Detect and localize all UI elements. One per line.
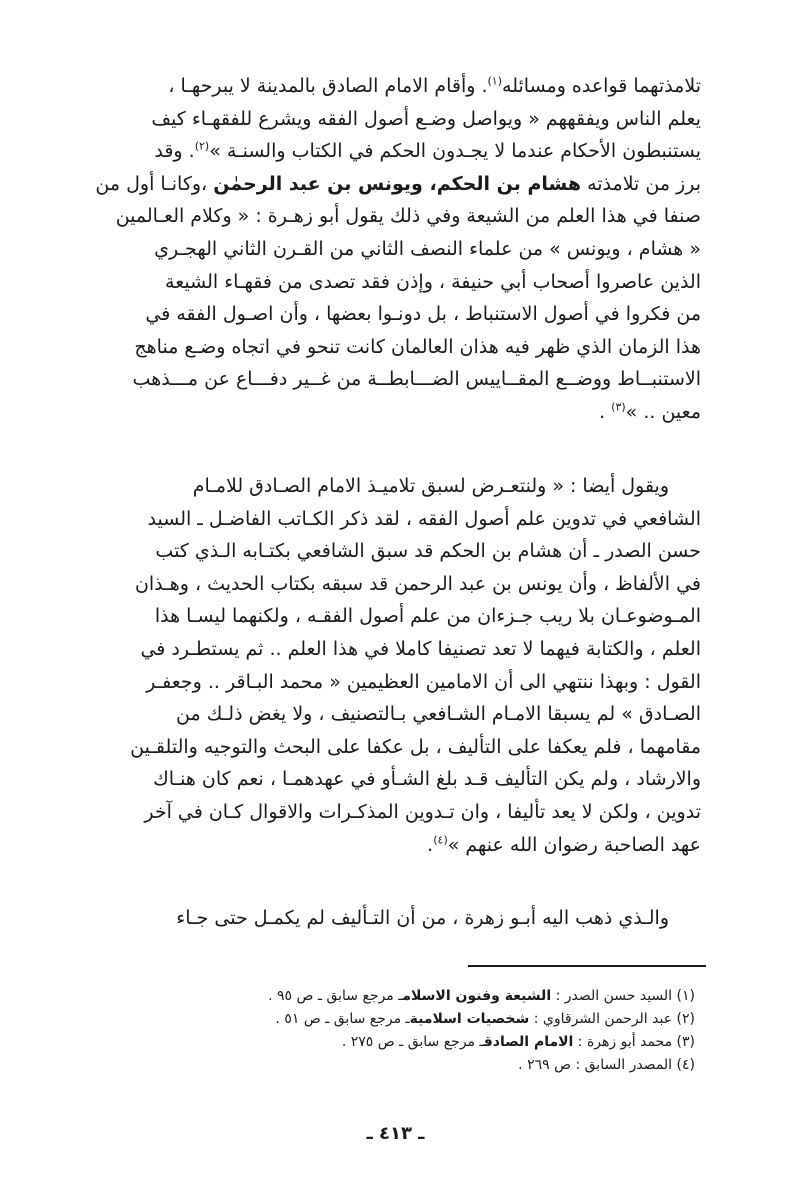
text-line: يستنبطون الأحكام عندما لا يجـدون الحكم في الكتاب والسنـة »$^{(٢)}$. وقد — [154, 139, 701, 163]
text-line: معين .. »$^{(٣)}$ . — [599, 400, 701, 423]
footnote-4: (٤) المصدر السابق : ص ٢٦٩ . — [518, 1057, 695, 1073]
text-line: من فكروا في أصول الاستنباط ، بل دونـوا بعضها ، وأن اصـول الفقه في — [145, 303, 701, 326]
text-line: هذا الزمان الذي ظهر فيه هذان العالمان كانت تنحو في اتجاه وضـع مناهج — [134, 335, 701, 358]
footnote-divider — [468, 965, 706, 967]
text-line: الاستنبــاط ووضــع المقــاييس الضـــابطــة من غــير دفـــاع عن مـــذهب — [132, 368, 701, 391]
paragraph-1 — [87, 70, 701, 429]
footnote-ref-2: (٢) — [194, 139, 210, 153]
text-line: والـذي ذهب اليه أبـو زهرة ، من أن التـأليف لم يكمـل حتى جـاء — [176, 907, 669, 929]
page-number: ـ ٤١٣ ـ — [366, 1123, 425, 1144]
paragraph-3 — [87, 902, 701, 935]
text-line: القول : وبهذا ننتهي الى أن الامامين العظيمين « محمد البـاقر .. وجعفـر — [146, 670, 701, 693]
text-line: « هشام ، ويونس » من علماء النصف الثاني من القـرن الثاني الهجـري — [154, 237, 701, 260]
text-line: برز من تلامذته هشام بن الحكم، ويونس بن عبد الرحمٰن ،وكانـا أول من — [95, 172, 701, 195]
footnotes — [135, 985, 695, 1077]
footnote-3: (٣) محمد أبو زهرة : الامام الصادقـ مرجع سابق ـ ص ٢٧٥ . — [341, 1034, 695, 1050]
text-line: الذين عاصروا أصحاب أبي حنيفة ، وإذن فقد تصدى من فقهـاء الشيعة — [165, 270, 701, 293]
bold-names: هشام بن الحكم، ويونس بن عبد الرحمٰن — [213, 172, 582, 195]
text-line: حسن الصدر ـ أن هشام بن الحكم قد سبق الشافعي بكتـابه الـذي كتب — [155, 540, 701, 563]
text-line: ويقول أيضا : « ولنتعـرض لسبق تلاميـذ الامام الصـادق للامـام — [192, 475, 669, 497]
text-line: الشافعي في تدوين علم أصول الفقه ، لقد ذكر الكـاتب الفاضـل ـ السيد — [147, 507, 701, 530]
text-line: عهد الصاحبة رضوان الله عنهم »$^{(٤)}$. — [427, 833, 701, 856]
text-line: صنفا في هذا العلم من الشيعة وفي ذلك يقول أبو زهـرة : « وكلام العـالمين — [115, 205, 701, 228]
text-line: والارشاد ، ولم يكن التأليف قـد بلغ الشـأو في عهدهمـا ، نعم كان هنـاك — [153, 768, 701, 791]
text-line: تلامذتهما قواعده ومسائله$^{(١)}$. وأقام الامام الصادق بالمدينة لا يبرحهـا ، — [168, 74, 701, 97]
footnote-ref-1: (١) — [487, 74, 503, 88]
text-line: تدوين ، ولكن لا يعد تأليفا ، وان تـدوين المذكـرات والاقوال كـان في آخر — [144, 800, 701, 823]
footnote-1: (١) السيد حسن الصدر : الشيعة وفنون الاسلامـ مرجع سابق ـ ص ٩٥ . — [268, 988, 695, 1004]
footnote-ref-3: (٣) — [611, 400, 626, 414]
text-line: مقامهما ، فلم يعكفا على التأليف ، بل عكفا على البحث والتوجيه والتلقـين — [130, 735, 701, 758]
text-line: العلم ، والكتابة فيهما لا تعد تصنيفا كاملا في هذا العلم .. ثم يستطـرد في — [140, 637, 701, 660]
text-line: المـوضوعـان بلا ريب جـزءان من علم أصول الفقـه ، ولكنهما ليسـا هذا — [154, 605, 701, 628]
footnote-ref-4: (٤) — [433, 833, 448, 847]
text-line: الصـادق » لم يسبقا الامـام الشـافعي بـالتصنيف ، ولا يغض ذلـك من — [176, 703, 701, 726]
paragraph-2 — [87, 470, 701, 861]
text-line: في الألفاظ ، وأن يونس بن عبد الرحمن قد سبقه بكتاب الحديث ، وهـذان — [134, 572, 701, 595]
text-line: يعلم الناس ويفقههم « ويواصل وضـع أصول الفقه ويشرع للفقهـاء كيف — [151, 107, 701, 130]
footnote-2: (٢) عبد الرحمن الشرقاوي : شخصيات اسلاميةـ مرجع سابق ـ ص ٥١ . — [275, 1011, 695, 1027]
